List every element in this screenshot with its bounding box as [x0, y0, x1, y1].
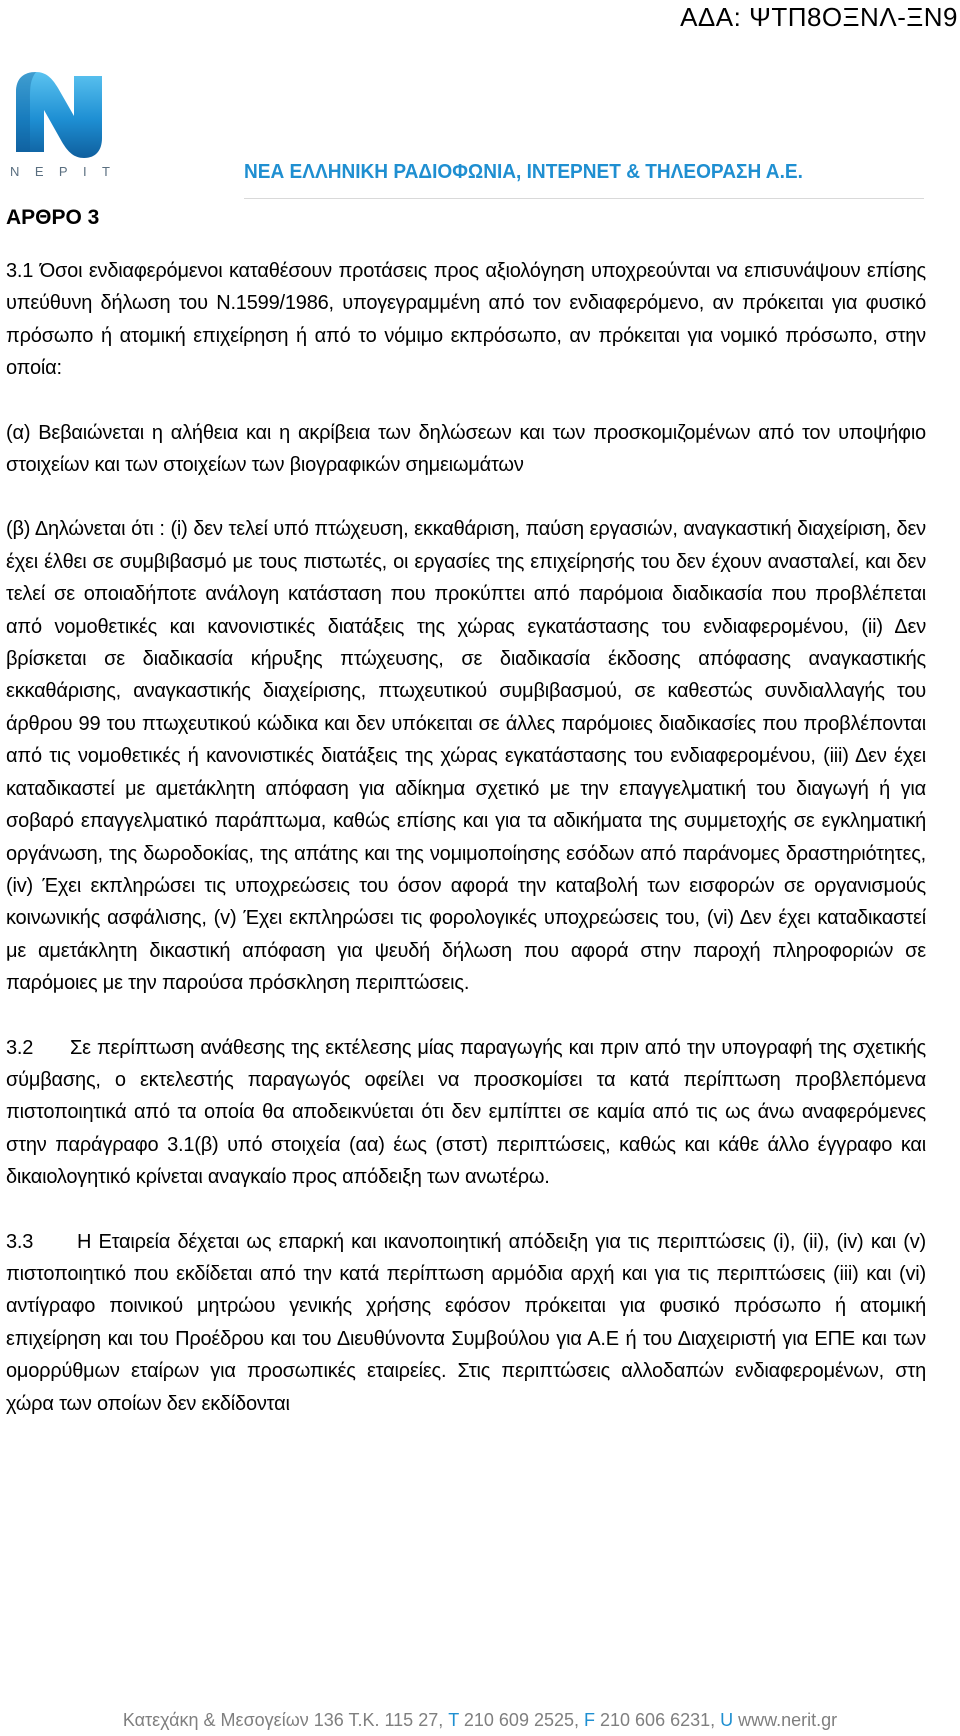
nerit-n-logo-icon: [10, 70, 110, 160]
nerit-logo: [10, 70, 110, 184]
document-body: [6, 198, 926, 1420]
paragraph-3-1: 3.1 Όσοι ενδιαφερόμενοι καταθέσουν προτάσεις προς αξιολόγηση υποχρεούνται να επισυνάψουν επίσης υπεύθυνη δήλωση του Ν.1599/1986, υπογεγραμμένη από τον ενδιαφερόμενο, αν πρόκειται για φυσικό πρόσωπο ή ατομική επιχείρηση ή από το νόμιμο εκπρόσωπο, αν πρόκειται για νομικό πρόσωπο, στην οποία:: [6, 260, 926, 380]
paragraph-3-2: 3.2 Σε περίπτωση ανάθεσης της εκτέλεσης μίας παραγωγής και πριν από την υπογραφή της σχετικής σύμβασης, ο εκτελεστής παραγωγός οφείλει να προσκομίσει τα κατά περίπτωση προβλεπόμενα πιστοποιητικά από τα οποία θα αποδεικνύεται ότι δεν εμπίπτει σε καμία από τις ως άνω αναφερόμενες στην παράγραφο 3.1(β) υπό στοιχεία (αα) έως (στστ) περιπτώσεις, καθώς και κάθε άλλο έγγραφο και δικαιολογητικό κρίνεται αναγκαίο προς απόδειξη των ανωτέρω.: [6, 1036, 926, 1189]
paragraph-3-3: 3.3 Η Εταιρεία δέχεται ως επαρκή και ικανοποιητική απόδειξη για τις περιπτώσεις (i), (ii), (iv) και (v) πιστοποιητικό που εκδίδεται από την κατά περίπτωση αρμόδια αρχή και για τις περιπτώσεις (iii) και (vi) αντίγραφο ποινικού μητρώου γενικής χρήσης εφόσον πρόκειται για φυσικό πρόσωπο ή ατομική επιχείρηση και του Προέδρου και του Διευθύνοντα Συμβούλου για Α.Ε ή του Διαχειριστή για ΕΠΕ και των ομορρύθμων εταίρων για προσωπικές εταιρείες. Στις περιπτώσεις αλλοδαπών ενδιαφερομένων, στη χώρα των οποίων δεν εκδίδονται: [6, 1230, 926, 1415]
footer-phone: 210 609 2525,: [458, 1710, 585, 1730]
page-footer: [0, 1710, 960, 1731]
paragraph-a: (α) Βεβαιώνεται η αλήθεια και η ακρίβεια των δηλώσεων και των προσκομιζομένων από τον υποψήφιο στοιχείων και των στοιχείων των βιογραφικών σημειωμάτων: [6, 421, 926, 477]
logo-wordmark: N E P I T: [10, 164, 110, 179]
company-name: ΝΕΑ ΕΛΛΗΝΙΚΗ ΡΑΔΙΟΦΩΝΙΑ, ΙΝΤΕΡΝΕΤ & ΤΗΛΕΟΡΑΣΗ Α.Ε.: [244, 160, 803, 183]
paragraph-b: (β) Δηλώνεται ότι : (i) δεν τελεί υπό πτώχευση, εκκαθάριση, παύση εργασιών, αναγκαστική διαχείριση, δεν έχει έλθει σε συμβιβασμό με τους πιστωτές, οι εργασίες της επιχείρησής του δεν έχουν ανασταλεί, και δεν τελεί σε οποιαδήποτε ανάλογη κατάσταση που προκύπτει από παρόμοια διαδικασία που προβλέπεται από νομοθετικές και κανονιστικές διατάξεις της χώρας εγκατάστασης του ενδιαφερομένου, (ii) Δεν βρίσκεται σε διαδικασία κήρυξης πτώχευσης, σε διαδικασία έκδοσης απόφασης αναγκαστικής εκκαθάρισης, αναγκαστικής διαχείρισης, πτωχευτικού συμβιβασμού, σε καθεστώς συνδιαλλαγής του άρθρου 99 του πτωχευτικού κώδικα και δεν υπόκειται σε άλλες παρόμοιες διαδικασίες που προβλέπονται από τις νομοθετικές ή κανονιστικές διατάξεις της χώρας εγκατάστασης του ενδιαφερομένου, (iii) Δεν έχει καταδικαστεί με αμετάκλητη απόφαση για αδίκημα σχετικό με την επαγγελματική του διαγωγή ή για σοβαρό επαγγελματικό παράπτωμα, καθώς επίσης και για τα αδικήματα της συμμετοχής σε εγκληματική οργάνωση, της δωροδοκίας, της απάτης και της νομιμοποίησης εσόδων από παράνομες δραστηριότητες, (iv) Έχει εκπληρώσει τις υποχρεώσεις του όσον αφορά την καταβολή των εισφορών σε οργανισμούς κοινωνικής ασφάλισης, (v) Έχει εκπληρώσει τις φορολογικές υποχρεώσεις του, (vi) Δεν έχει καταδικαστεί με αμετάκλητη δικαστική απόφαση για ψευδή δήλωση που αφορά στην παροχή πληροφοριών σε παρόμοιες με την παρούσα πρόσκληση περιπτώσεις.: [6, 518, 926, 995]
footer-url-key: U: [720, 1710, 734, 1730]
footer-fax-key: F: [584, 1710, 596, 1730]
footer-phone-key: T: [448, 1710, 459, 1730]
footer-address: Κατεχάκη & Μεσογείων 136 Τ.Κ. 115 27,: [122, 1710, 449, 1730]
ada-code: ΑΔΑ: ΨΤΠ8ΟΞΝΛ-ΞΝ9: [680, 2, 958, 32]
article-title: ΑΡΘΡΟ 3: [6, 206, 100, 229]
footer-fax: 210 606 6231,: [595, 1710, 721, 1730]
footer-url: www.nerit.gr: [733, 1710, 838, 1730]
